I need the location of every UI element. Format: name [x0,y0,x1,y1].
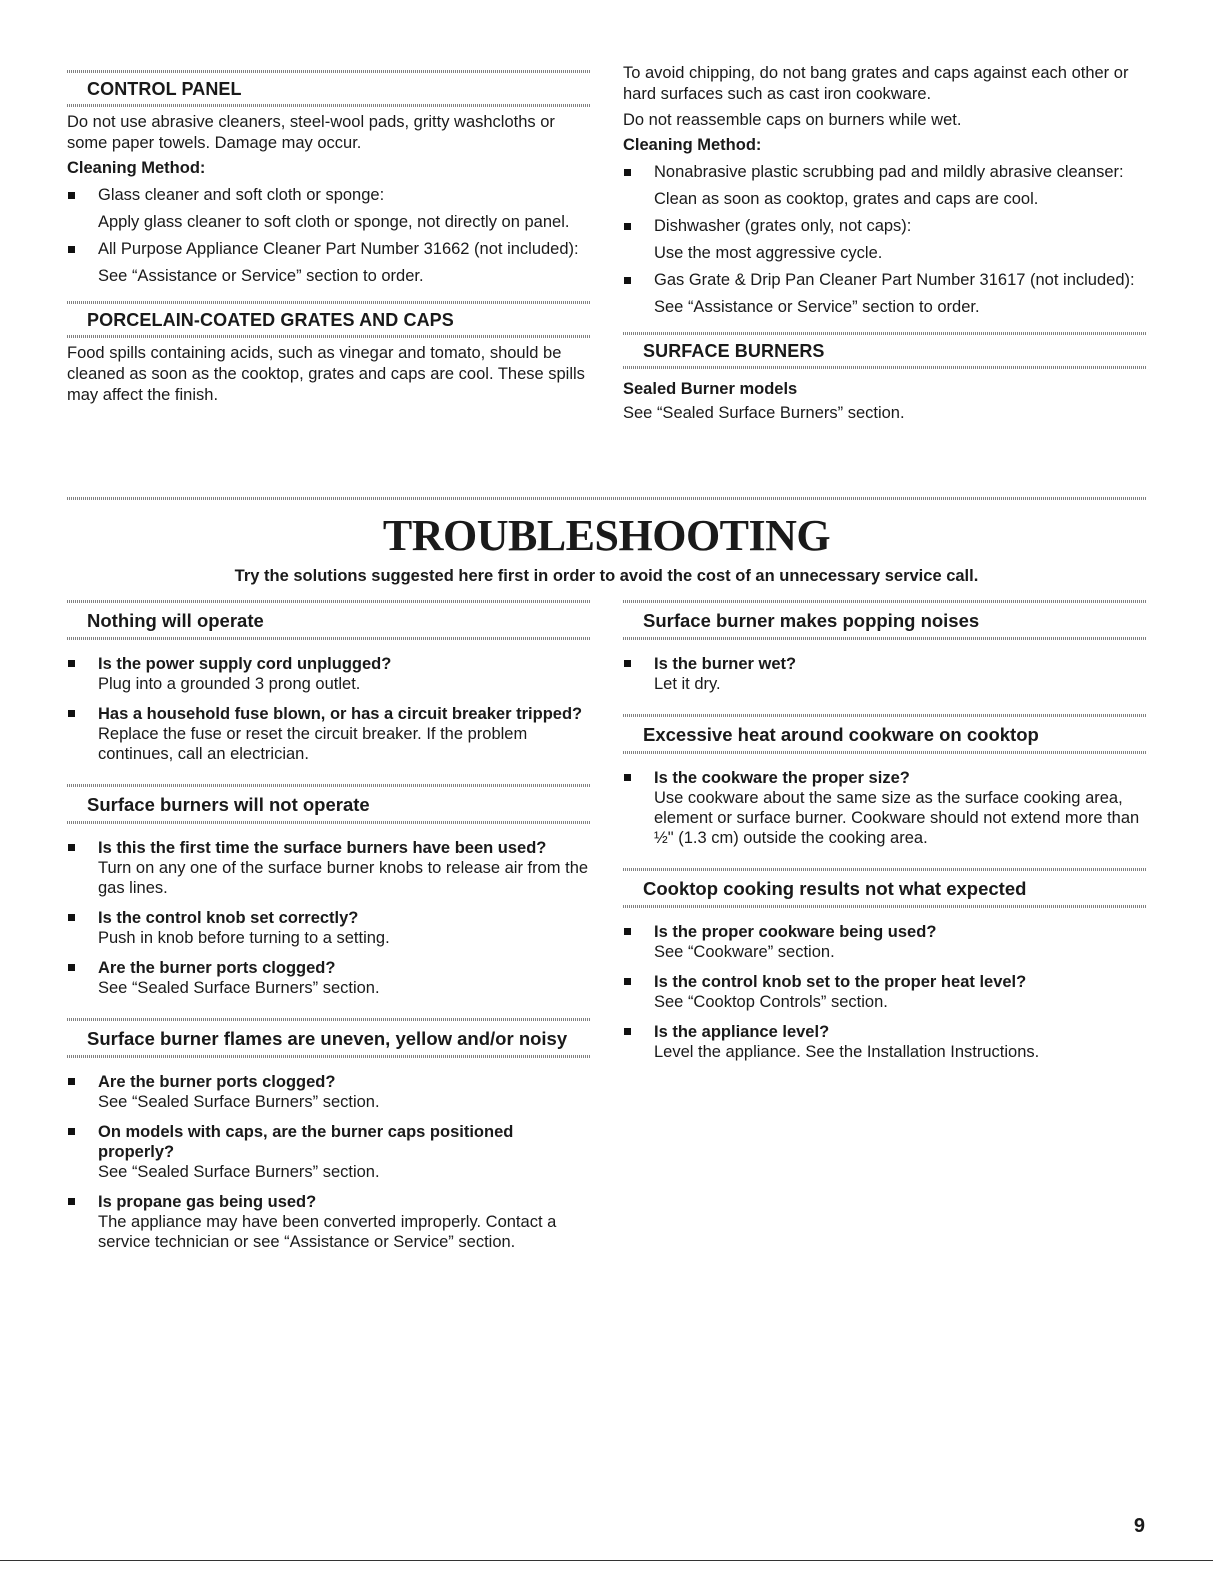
page-title: TROUBLESHOOTING [382,511,831,560]
divider [623,637,1146,640]
section-title-control-panel: CONTROL PANEL [87,79,242,99]
footer-rule [0,1560,1213,1561]
cleaning-method-label: Cleaning Method: [623,136,762,154]
bullet-icon [68,246,75,253]
list-item: Glass cleaner and soft cloth or sponge: [67,185,590,206]
list-item-detail: Apply glass cleaner to soft cloth or sponge, not directly on panel. [98,213,570,231]
ts-item: Is the cookware the proper size? Use cookware about the same size as the surface cooking area, element or surface burner. Cookware should not extend more than ½" (1.3 cm) outside the cooking area. [623,768,1146,848]
right-column-cleaning [623,63,1146,424]
ts-item: Has a household fuse blown, or has a circuit breaker tripped? Replace the fuse or reset the circuit breaker. If the problem continues, call an electrician. [67,704,590,764]
bullet-icon [68,914,75,921]
divider [623,868,1146,871]
paragraph: Food spills containing acids, such as vinegar and tomato, should be cleaned as soon as the cooktop, grates and caps are cool. These spills may affect the finish. [67,344,585,404]
ts-item: On models with caps, are the burner caps positioned properly? See “Sealed Surface Burners” section. [67,1122,590,1182]
ts-item: Is the control knob set correctly? Push in knob before turning to a setting. [67,908,590,948]
bullet-icon [68,660,75,667]
divider [623,714,1146,717]
bullet-icon [624,169,631,176]
bullet-icon [624,277,631,284]
list-item-detail: Clean as soon as cooktop, grates and caps are cool. [654,190,1039,208]
paragraph: To avoid chipping, do not bang grates and caps against each other or hard surfaces such as cast iron cookware. [623,64,1129,103]
bullet-icon [68,844,75,851]
section-title-surface-burners: SURFACE BURNERS [643,341,825,361]
list-item: Gas Grate & Drip Pan Cleaner Part Number 31617 (not included): [623,270,1146,291]
bullet-icon [68,710,75,717]
ts-item: Is the proper cookware being used? See “Cookware” section. [623,922,1146,962]
divider [67,600,590,603]
page-number: 9 [1133,1515,1145,1537]
list-item: All Purpose Appliance Cleaner Part Number 31662 (not included): [67,239,590,260]
ts-item: Is the burner wet? Let it dry. [623,654,1146,694]
section-title-grates: PORCELAIN-COATED GRATES AND CAPS [87,310,454,330]
divider [67,1018,590,1021]
ts-heading-excessive-heat: Excessive heat around cookware on cooktop [643,724,1039,745]
ts-item: Is propane gas being used? The appliance may have been converted improperly. Contact a service technician or see “Assistance or Service” section. [67,1192,590,1252]
ts-heading-flames-uneven: Surface burner flames are uneven, yellow and/or noisy [87,1028,568,1049]
divider [67,637,590,640]
divider [67,70,590,73]
divider [623,600,1146,603]
bullet-icon [624,978,631,985]
sealed-burner-label: Sealed Burner models [623,380,798,398]
troubleshooting-left-column [67,600,590,1252]
list-item-detail: See “Assistance or Service” section to order. [98,267,424,285]
ts-item: Is this the first time the surface burners have been used? Turn on any one of the surface burner knobs to release air from the gas lines. [67,838,590,898]
bullet-icon [68,1198,75,1205]
divider [67,784,590,787]
bullet-icon [68,1128,75,1135]
divider [623,332,1146,335]
bullet-icon [624,928,631,935]
paragraph: Do not use abrasive cleaners, steel-wool pads, gritty washcloths or some paper towels. Damage may occur. [67,113,555,152]
ts-heading-nothing-operates: Nothing will operate [87,610,264,631]
troubleshooting-right-column [623,600,1146,1062]
divider [623,366,1146,369]
divider [67,497,1147,500]
list-item: Dishwasher (grates only, not caps): [623,216,1146,237]
bullet-icon [624,1028,631,1035]
cleaning-method-label: Cleaning Method: [67,159,206,177]
paragraph: See “Sealed Surface Burners” section. [623,404,905,422]
divider [67,821,590,824]
divider [67,335,590,338]
divider [67,1055,590,1058]
divider [623,905,1146,908]
list-item-detail: See “Assistance or Service” section to order. [654,298,980,316]
ts-heading-popping-noises: Surface burner makes popping noises [643,610,980,631]
bullet-icon [68,964,75,971]
ts-item: Is the power supply cord unplugged? Plug into a grounded 3 prong outlet. [67,654,590,694]
bullet-icon [624,660,631,667]
divider [67,301,590,304]
ts-heading-results-not-expected: Cooktop cooking results not what expected [643,878,1027,899]
bullet-icon [624,223,631,230]
ts-heading-burners-not-operate: Surface burners will not operate [87,794,370,815]
divider [67,104,590,107]
bullet-icon [68,192,75,199]
ts-item: Is the appliance level? Level the appliance. See the Installation Instructions. [623,1022,1146,1062]
ts-item: Are the burner ports clogged? See “Sealed Surface Burners” section. [67,958,590,998]
list-item: Nonabrasive plastic scrubbing pad and mildly abrasive cleanser: [623,162,1146,183]
left-column-cleaning [67,70,590,406]
list-item-detail: Use the most aggressive cycle. [654,244,883,262]
page-subtitle: Try the solutions suggested here first in order to avoid the cost of an unnecessary service call. [234,567,979,585]
bullet-icon [624,774,631,781]
divider [623,751,1146,754]
paragraph: Do not reassemble caps on burners while wet. [623,111,962,129]
ts-item: Are the burner ports clogged? See “Sealed Surface Burners” section. [67,1072,590,1112]
ts-item: Is the control knob set to the proper heat level? See “Cooktop Controls” section. [623,972,1146,1012]
bullet-icon [68,1078,75,1085]
